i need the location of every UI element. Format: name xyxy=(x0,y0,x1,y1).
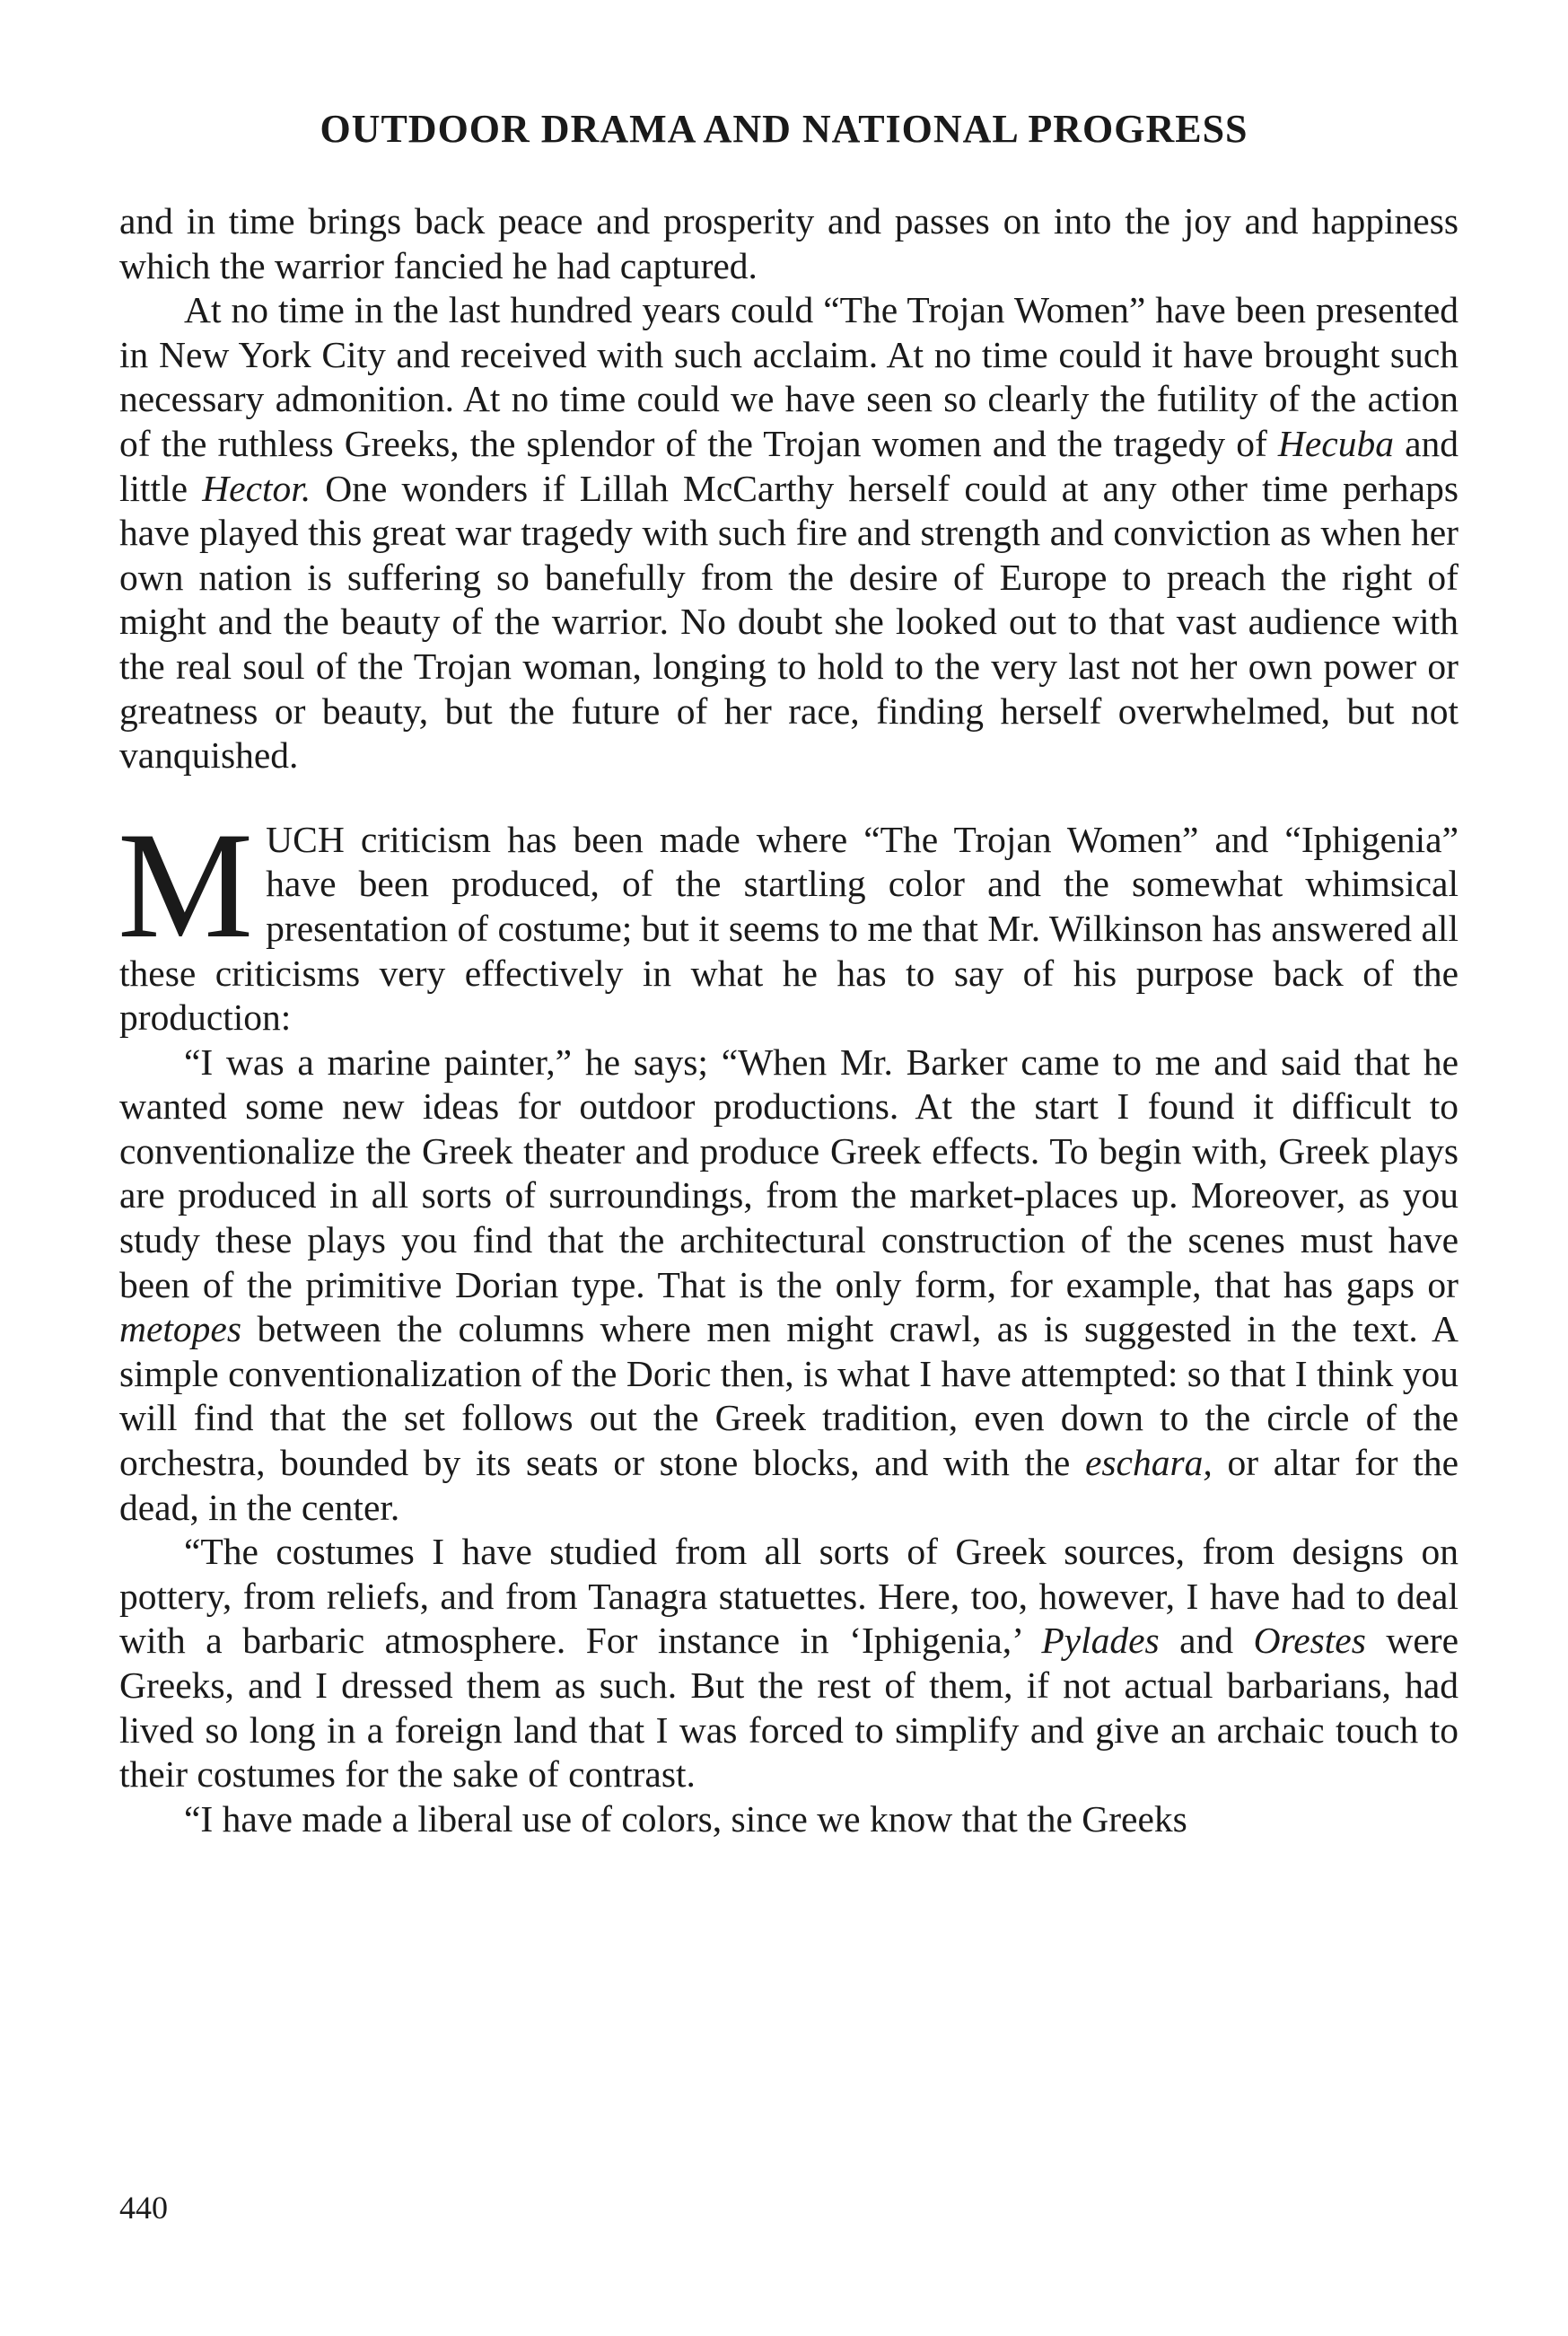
paragraph xyxy=(119,1530,1459,1797)
text-run: “The costumes I have studied from all sorts of Greek sources, from designs on pottery, from reliefs, and from Tanagra statuettes. Here, too, however, I have had to deal with a barbaric atmosphere. For instance in ‘Iphigenia,’ xyxy=(119,1531,1459,1662)
italic-text: eschara, xyxy=(1084,1442,1213,1484)
text-run: “I have made a liberal use of colors, since we know that the Greeks xyxy=(184,1797,1187,1840)
italic-text: Pylades xyxy=(1041,1620,1160,1662)
text-run: between the columns where men might crawl, as is suggested in the text. A simple conventionalization of the Doric then, is what I have attempted: so that I think you will find that the set follows out the Greek tradition, even down to the circle of the orchestra, bounded by its seats or stone blocks, and with the xyxy=(119,1308,1459,1484)
text-run: “I was a marine painter,” he says; “When Mr. Barker came to me and said that he wanted some new ideas for outdoor productions. At the start I found it difficult to conventionalize the Greek theater and produce Greek effects. To begin with, Greek plays are produced in all sorts of surroundings, from the market-places up. Moreover, as you study these plays you find that the architectural construction of the scenes must have been of the primitive Dorian type. That is the only form, for example, that has gaps or xyxy=(119,1041,1459,1305)
italic-text: metopes xyxy=(119,1308,241,1350)
paragraph xyxy=(119,1797,1459,1842)
italic-text: Hector. xyxy=(202,467,311,509)
paragraph xyxy=(119,199,1459,288)
article-body xyxy=(119,199,1459,1841)
italic-text: Hecuba xyxy=(1277,422,1394,464)
text-run: and xyxy=(1159,1620,1254,1662)
text-run: and little xyxy=(119,422,1459,509)
paragraph xyxy=(118,800,1459,1041)
text-run: One wonders if Lillah McCarthy herself could at any other time perhaps have played this great war tragedy with such fire and strength and conviction as when her own nation is suffering so banefully from the desire of Europe to preach the right of might and the beauty of the warrior. No doubt she looked out to that vast audience with the real soul of the Trojan woman, longing to hold to the very last not her own power or greatness or beauty, but the future of her race, finding herself overwhelmed, but not vanquished. xyxy=(119,467,1459,777)
drop-cap: M xyxy=(118,800,254,970)
page-number: 440 xyxy=(119,2190,168,2226)
text-run: UCH criticism has been made where “The Trojan Women” and “Iphigenia” have been produced, of the startling color and the somewhat whimsical presentation of costume; but it seems to me that Mr. Wilkinson has answered all these criticisms very effectively in what he has to say of his purpose back of the production: xyxy=(119,818,1459,1039)
running-head: OUTDOOR DRAMA AND NATIONAL PROGRESS xyxy=(320,107,1248,151)
text-run: or altar for the dead, in the center. xyxy=(119,1442,1459,1528)
text-run: At no time in the last hundred years could “The Trojan Women” have been presented in New York City and received with such acclaim. At no time could it have brought such necessary admonition. At no time could we have seen so clearly the futility of the action of the ruthless Greeks, the splendor of the Trojan women and the tragedy of xyxy=(119,289,1459,464)
paragraph xyxy=(119,288,1459,778)
paragraph xyxy=(119,1041,1459,1531)
italic-text: Orestes xyxy=(1253,1620,1366,1662)
text-run: were Greeks, and I dressed them as such. But the rest of them, if not actual barbarians, had lived so long in a foreign land that I was forced to simplify and give an archaic touch to their costumes for the sake of contrast. xyxy=(119,1620,1459,1796)
text-run: and in time brings back peace and prosperity and passes on into the joy and happiness which the warrior fancied he had captured. xyxy=(119,200,1459,286)
